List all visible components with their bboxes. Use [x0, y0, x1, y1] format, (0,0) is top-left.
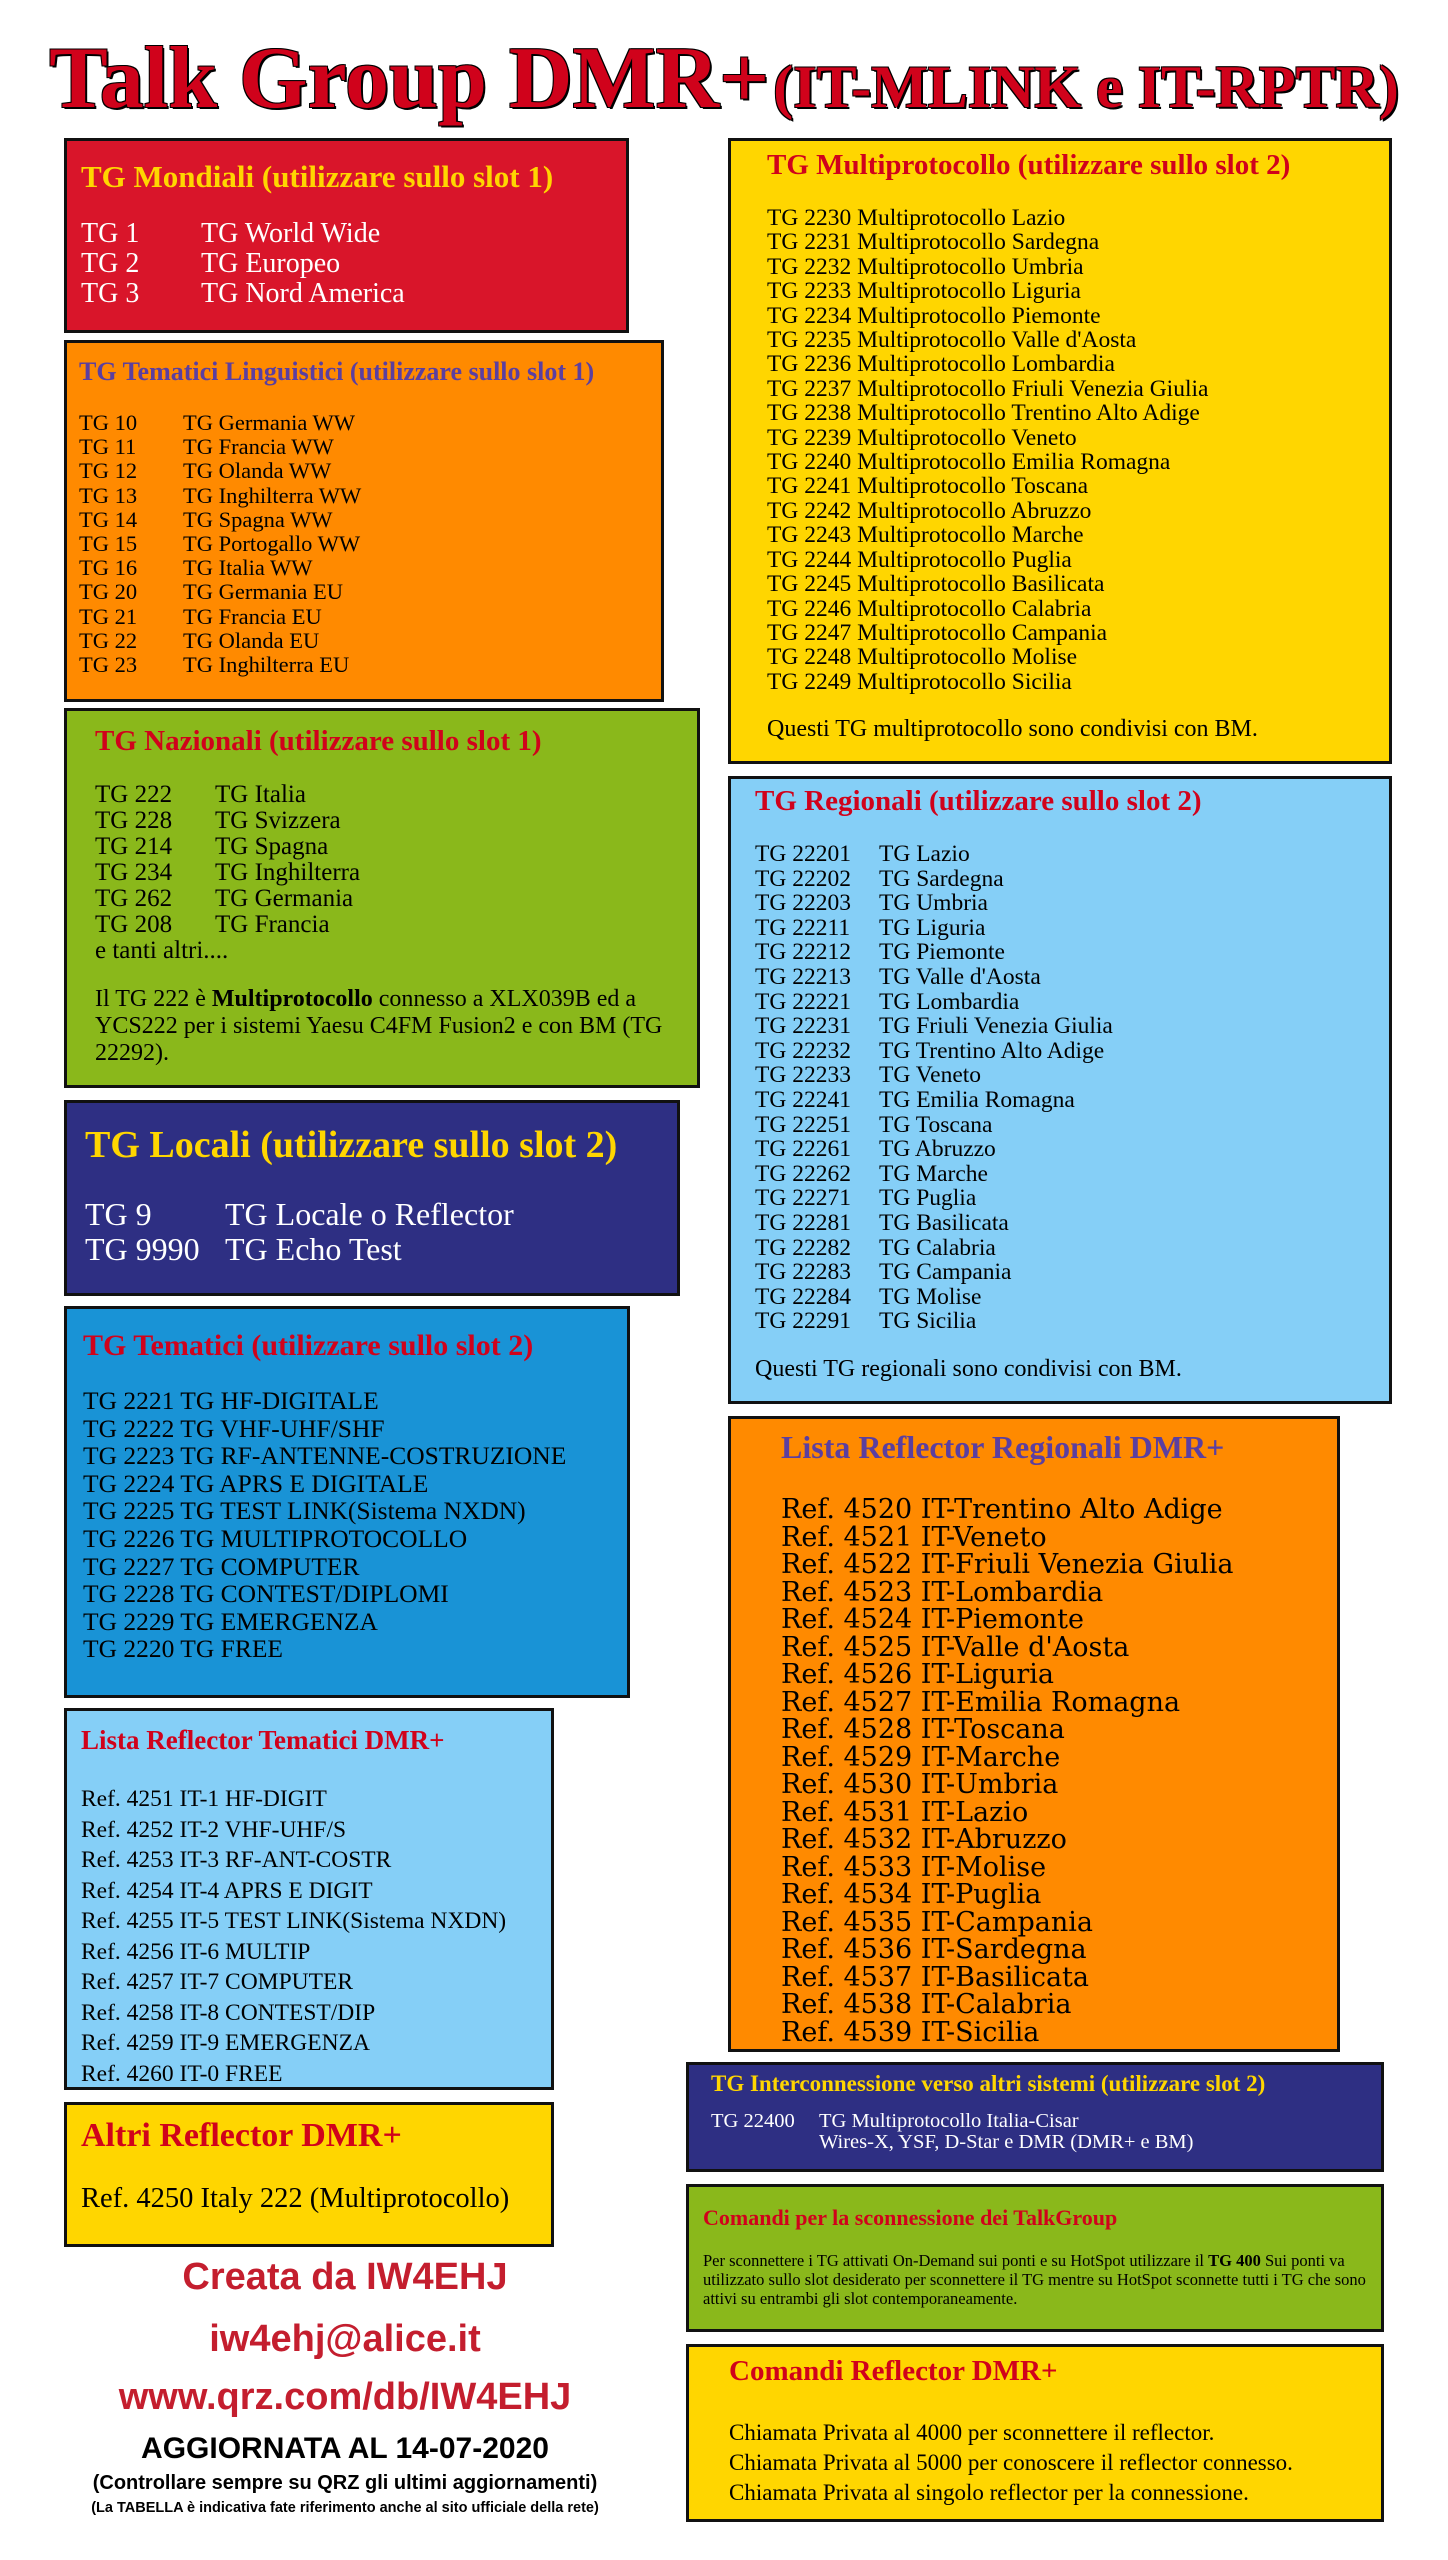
- list-item: TG 22221 TG Lombardia: [755, 988, 1020, 1015]
- list-item: Ref. 4532 IT-Abruzzo: [781, 1824, 1067, 1855]
- list-item: TG 222 TG Italia: [95, 781, 306, 808]
- tg-tematici-heading: TG Tematici (utilizzare sullo slot 2): [83, 1329, 534, 1362]
- list-item: Ref. 4534 IT-Puglia: [781, 1879, 1042, 1910]
- list-item: TG 9 TG Locale o Reflector: [85, 1196, 514, 1232]
- list-item: TG 15 TG Portogallo WW: [79, 531, 361, 557]
- list-item: TG 16 TG Italia WW: [79, 555, 313, 581]
- list-item: TG 22233 TG Veneto: [755, 1062, 982, 1089]
- list-item: TG 1 TG World Wide: [81, 218, 381, 249]
- list-item: Ref. 4253 IT-3 RF-ANT-COSTR: [81, 1847, 392, 1873]
- list-item: Ref. 4536 IT-Sardegna: [781, 1934, 1087, 1965]
- list-item: TG 2233 Multiprotocollo Liguria: [767, 278, 1081, 305]
- comandi-sconnessione-box: [686, 2184, 1384, 2332]
- list-item: TG 2228 TG CONTEST/DIPLOMI: [83, 1579, 449, 1609]
- reflector-regionali-list: [781, 1496, 1287, 2046]
- list-item: TG 13 TG Inghilterra WW: [79, 482, 362, 508]
- comandi-reflector-box: [686, 2344, 1384, 2522]
- list-item: TG 22281 TG Basilicata: [755, 1209, 1009, 1236]
- list-item: TG 23 TG Inghilterra EU: [79, 652, 350, 678]
- list-item: Ref. 4537 IT-Basilicata: [781, 1961, 1089, 1993]
- list-item: Ref. 4524 IT-Piemonte: [781, 1604, 1084, 1635]
- list-item: TG 22202 TG Sardegna: [755, 865, 1004, 892]
- list-item: TG 22262 TG Marche: [755, 1160, 988, 1187]
- tg-multiprotocollo-note: Questi TG multiprotocollo sono condivisi con BM.: [767, 716, 1258, 743]
- list-item: TG 2226 TG MULTIPROTOCOLLO: [83, 1523, 468, 1553]
- list-item: TG 228 TG Svizzera: [95, 807, 341, 834]
- list-item: Ref. 4522 IT-Friuli Venezia Giulia: [781, 1549, 1234, 1580]
- tg-regionali-list: [755, 842, 1365, 1334]
- list-item: TG 2231 Multiprotocollo Sardegna: [767, 229, 1100, 256]
- list-item: Ref. 4530 IT-Umbria: [781, 1769, 1059, 1800]
- list-item: Ref. 4535 IT-Campania: [781, 1906, 1093, 1938]
- list-item: TG 2230 Multiprotocollo Lazio: [767, 205, 1066, 231]
- tg-mondiali-list: [81, 219, 612, 309]
- tg-locali-list: [85, 1197, 659, 1267]
- list-item: TG 22291 TG Sicilia: [755, 1308, 977, 1335]
- list-item: TG 2227 TG COMPUTER: [83, 1551, 360, 1581]
- list-item: TG 2248 Multiprotocollo Molise: [767, 644, 1078, 671]
- list-item: TG 10 TG Germania WW: [79, 410, 356, 435]
- title-main: Talk Group DMR+: [49, 30, 770, 127]
- list-item: TG 2238 Multiprotocollo Trentino Alto Adige: [767, 400, 1200, 427]
- credit-url: www.qrz.com/db/IW4EHJ: [118, 2376, 572, 2418]
- list-item: TG 22400 TG Multiprotocollo Italia-Cisar Wires-X, YSF, D-Star e DMR (DMR+ e BM): [711, 2110, 1194, 2153]
- list-item: TG 22201 TG Lazio: [755, 841, 970, 867]
- tg-locali-box: [64, 1100, 680, 1296]
- list-item: TG 22213 TG Valle d'Aosta: [755, 963, 1041, 990]
- list-item: TG 2229 TG EMERGENZA: [83, 1606, 378, 1636]
- list-item: TG 2234 Multiprotocollo Piemonte: [767, 302, 1101, 329]
- comandi-sconnessione-note: Per sconnettere i TG attivati On-Demand sui ponti e su HotSpot utilizzare il TG 400 Sui ponti va utilizzato sullo slot desiderato per sconnettere il TG mentre su HotSpot sconnette tutti i TG che sono attivi su entrambi gli slot contemporaneamente.: [703, 2251, 1366, 2308]
- altri-reflector-heading: Altri Reflector DMR+: [81, 2117, 402, 2154]
- list-item: Ref. 4256 IT-6 MULTIP: [81, 1938, 311, 1965]
- credit-author: Creata da IW4EHJ: [182, 2256, 508, 2298]
- list-item: TG 2 TG Europeo: [81, 248, 341, 279]
- credit-updated: AGGIORNATA AL 14-07-2020: [141, 2432, 549, 2465]
- list-item: Ref. 4255 IT-5 TEST LINK(Sistema NXDN): [81, 1908, 507, 1934]
- list-item: Ref. 4539 IT-Sicilia: [781, 2016, 1040, 2048]
- credit-email: iw4ehj@alice.it: [209, 2318, 481, 2360]
- tg-multiprotocollo-box: [728, 138, 1392, 764]
- reflector-tematici-heading: Lista Reflector Tematici DMR+: [81, 1725, 445, 1755]
- list-item: TG 11 TG Francia WW: [79, 434, 334, 460]
- list-item: TG 21 TG Francia EU: [79, 603, 322, 629]
- list-item: Ref. 4533 IT-Molise: [781, 1851, 1047, 1883]
- list-item: Ref. 4259 IT-9 EMERGENZA: [81, 2030, 370, 2056]
- list-item: Ref. 4523 IT-Lombardia: [781, 1576, 1104, 1608]
- tg-tematici-box: [64, 1306, 630, 1698]
- reflector-regionali-heading: Lista Reflector Regionali DMR+: [781, 1429, 1225, 1465]
- tg-regionali-box: [728, 776, 1392, 1404]
- tg-locali-heading: TG Locali (utilizzare sullo slot 2): [85, 1124, 618, 1166]
- list-item: Ref. 4527 IT-Emilia Romagna: [781, 1686, 1181, 1718]
- list-item: TG 214 TG Spagna: [95, 833, 329, 860]
- altri-reflector-list: [81, 2183, 537, 2215]
- tg-linguistici-heading: TG Tematici Linguistici (utilizzare sullo slot 1): [79, 357, 595, 386]
- list-item: TG 2240 Multiprotocollo Emilia Romagna: [767, 449, 1171, 476]
- tg-regionali-note: Questi TG regionali sono condivisi con BM.: [755, 1355, 1182, 1382]
- list-item: TG 2223 TG RF-ANTENNE-COSTRUZIONE: [83, 1441, 567, 1471]
- list-item: Ref. 4251 IT-1 HF-DIGIT: [81, 1786, 327, 1812]
- list-item: Ref. 4538 IT-Calabria: [781, 1989, 1072, 2020]
- tg-multiprotocollo-list: [767, 206, 1353, 694]
- list-item: TG 22282 TG Calabria: [755, 1234, 996, 1261]
- list-item: TG 2235 Multiprotocollo Valle d'Aosta: [767, 327, 1137, 354]
- list-item: TG 2221 TG HF-DIGITALE: [83, 1386, 379, 1415]
- list-item: TG 2239 Multiprotocollo Veneto: [767, 424, 1077, 451]
- list-item: TG 9990 TG Echo Test: [85, 1231, 402, 1267]
- comandi-reflector-heading: Comandi Reflector DMR+: [729, 2355, 1058, 2387]
- list-item: TG 2225 TG TEST LINK(Sistema NXDN): [83, 1496, 526, 1526]
- credit-check-note: (Controllare sempre su QRZ gli ultimi aggiornamenti): [92, 2472, 598, 2494]
- list-item: Ref. 4521 IT-Veneto: [781, 1521, 1047, 1553]
- list-item: TG 22251 TG Toscana: [755, 1111, 993, 1138]
- list-item: TG 2241 Multiprotocollo Toscana: [767, 473, 1089, 500]
- list-item: TG 2249 Multiprotocollo Sicilia: [767, 668, 1072, 695]
- list-item: TG 234 TG Inghilterra: [95, 859, 361, 886]
- page-title: [0, 28, 1448, 129]
- tg-regionali-heading: TG Regionali (utilizzare sullo slot 2): [755, 785, 1202, 817]
- list-item: TG 22231 TG Friuli Venezia Giulia: [755, 1013, 1113, 1040]
- list-item: TG 14 TG Spagna WW: [79, 506, 333, 532]
- list-item: TG 22211 TG Liguria: [755, 914, 986, 941]
- list-item: TG 3 TG Nord America: [81, 278, 405, 309]
- list-item: TG 2246 Multiprotocollo Calabria: [767, 595, 1092, 622]
- tg-tematici-list: [83, 1387, 611, 1663]
- list-item: TG 2243 Multiprotocollo Marche: [767, 522, 1084, 549]
- list-item-more: e tanti altri....: [95, 937, 229, 964]
- list-item: TG 2244 Multiprotocollo Puglia: [767, 546, 1072, 573]
- tg-linguistici-list: [79, 411, 649, 677]
- list-item: TG 22232 TG Trentino Alto Adige: [755, 1037, 1105, 1064]
- list-item: Ref. 4529 IT-Marche: [781, 1741, 1061, 1773]
- list-item: TG 2222 TG VHF-UHF/SHF: [83, 1413, 385, 1443]
- list-item: TG 2247 Multiprotocollo Campania: [767, 619, 1108, 646]
- list-item: Ref. 4258 IT-8 CONTEST/DIP: [81, 1999, 376, 2026]
- list-item: TG 22212 TG Piemonte: [755, 939, 1005, 966]
- list-item: Ref. 4260 IT-0 FREE: [81, 2060, 283, 2087]
- list-item: TG 208 TG Francia: [95, 911, 330, 938]
- list-item: TG 22261 TG Abruzzo: [755, 1136, 996, 1163]
- list-item: Ref. 4528 IT-Toscana: [781, 1714, 1065, 1745]
- list-item: TG 22283 TG Campania: [755, 1259, 1012, 1286]
- tg-mondiali-heading: TG Mondiali (utilizzare sullo slot 1): [81, 159, 554, 194]
- altri-reflector-box: [64, 2102, 554, 2247]
- list-item: Ref. 4531 IT-Lazio: [781, 1796, 1029, 1828]
- tg-nazionali-heading: TG Nazionali (utilizzare sullo slot 1): [95, 725, 542, 757]
- list-item: TG 2224 TG APRS E DIGITALE: [83, 1468, 429, 1498]
- credit-disclaimer: (La TABELLA è indicativa fate riferimento anche al sito ufficiale della rete): [91, 2500, 599, 2516]
- reflector-tematici-box: [64, 1708, 554, 2090]
- list-item: TG 2220 TG FREE: [83, 1634, 283, 1664]
- list-item: Ref. 4252 IT-2 VHF-UHF/S: [81, 1816, 347, 1843]
- list-item: TG 22203 TG Umbria: [755, 890, 988, 917]
- list-item: TG 20 TG Germania EU: [79, 579, 343, 605]
- list-item: Ref. 4520 IT-Trentino Alto Adige: [781, 1494, 1223, 1525]
- list-item: TG 2245 Multiprotocollo Basilicata: [767, 571, 1105, 598]
- tg-interconnessione-box: [686, 2062, 1384, 2172]
- list-item: Ref. 4526 IT-Liguria: [781, 1659, 1054, 1690]
- comandi-reflector-list: [729, 2418, 1341, 2508]
- tg-nazionali-list: [95, 782, 669, 964]
- tg-multiprotocollo-heading: TG Multiprotocollo (utilizzare sullo slot 2): [767, 149, 1291, 181]
- tg-nazionali-box: [64, 708, 700, 1088]
- list-item: Chiamata Privata al 4000 per sconnettere il reflector.: [729, 2420, 1215, 2445]
- tg-nazionali-note: Il TG 222 è Multiprotocollo connesso a XLX039B ed a YCS222 per i sistemi Yaesu C4FM Fusion2 e con BM (TG 22292).: [95, 986, 663, 1066]
- list-item: TG 2237 Multiprotocollo Friuli Venezia Giulia: [767, 375, 1209, 402]
- list-item: TG 22284 TG Molise: [755, 1283, 982, 1310]
- list-item: TG 22 TG Olanda EU: [79, 627, 320, 653]
- tg-interconnessione-list: [711, 2111, 1359, 2153]
- list-item: TG 2242 Multiprotocollo Abruzzo: [767, 497, 1092, 524]
- list-item: TG 12 TG Olanda WW: [79, 458, 332, 484]
- list-item: Chiamata Privata al singolo reflector per la connessione.: [729, 2480, 1249, 2505]
- comandi-sconnessione-heading: Comandi per la sconnessione dei TalkGroup: [703, 2205, 1118, 2230]
- list-item: TG 22271 TG Puglia: [755, 1185, 977, 1212]
- tg-linguistici-box: [64, 340, 664, 702]
- list-item: TG 2232 Multiprotocollo Umbria: [767, 253, 1084, 280]
- title-sub: (IT-MLINK e IT-RPTR): [773, 54, 1399, 120]
- list-item: Ref. 4250 Italy 222 (Multiprotocollo): [81, 2183, 510, 2214]
- list-item: Ref. 4257 IT-7 COMPUTER: [81, 1969, 353, 1995]
- list-item: TG 2236 Multiprotocollo Lombardia: [767, 351, 1115, 378]
- tg-mondiali-box: [64, 138, 629, 333]
- list-item: TG 22241 TG Emilia Romagna: [755, 1086, 1075, 1113]
- list-item: Ref. 4525 IT-Valle d'Aosta: [781, 1631, 1130, 1663]
- reflector-regionali-box: [728, 1416, 1340, 2052]
- list-item: Chiamata Privata al 5000 per conoscere il reflector connesso.: [729, 2450, 1293, 2475]
- list-item: Ref. 4254 IT-4 APRS E DIGIT: [81, 1877, 373, 1904]
- list-item: TG 262 TG Germania: [95, 885, 354, 912]
- tg-interconnessione-heading: TG Interconnessione verso altri sistemi (utilizzare slot 2): [711, 2071, 1266, 2096]
- reflector-tematici-list: [81, 1784, 537, 2089]
